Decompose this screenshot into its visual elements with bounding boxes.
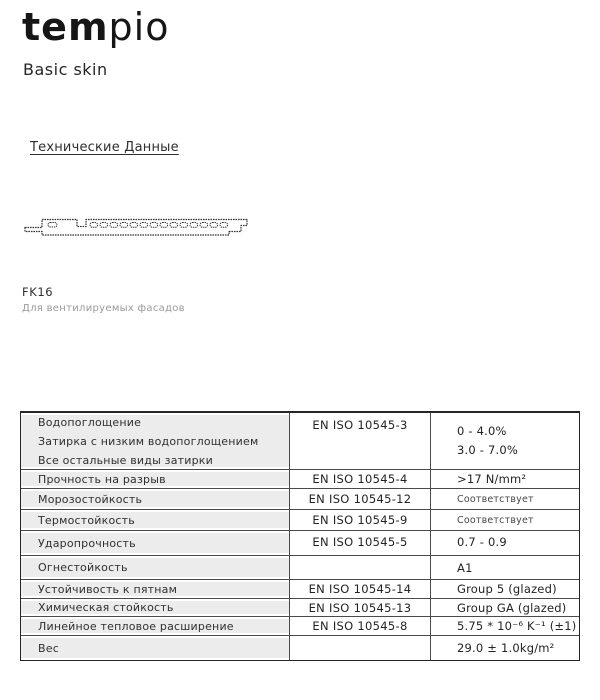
property-label: Химическая стойкость <box>21 601 289 614</box>
table-row-tensile-strength <box>21 470 579 489</box>
brand-logo-light: pio <box>108 5 170 49</box>
panel-profile-cross-section-icon <box>22 216 250 240</box>
technical-data-table <box>20 411 580 661</box>
table-row-chemical-resistance <box>21 599 579 617</box>
value-cell: 0.7 - 0.9 <box>457 535 507 549</box>
table-row-impact-resistance <box>21 531 579 556</box>
table-row-frost-resistance <box>21 489 579 510</box>
property-label: Водопоглощение <box>38 415 142 429</box>
product-description: Для вентилируемых фасадов <box>22 303 185 314</box>
technical-data-heading[interactable]: Технические Данные <box>30 140 179 155</box>
value-cell: 5.75 * 10⁻⁶ K⁻¹ (±1) <box>457 619 577 633</box>
standard-cell: EN ISO 10545-14 <box>289 580 431 598</box>
value-cell: 29.0 ± 1.0kg/m² <box>457 641 555 655</box>
standard-cell: EN ISO 10545-3 <box>289 413 431 469</box>
property-label: Линейное тепловое расширение <box>21 619 289 633</box>
value-cell: Group 5 (glazed) <box>457 582 557 596</box>
property-label: Морозостойкость <box>21 491 289 507</box>
table-row-thermal-shock-resistance <box>21 510 579 531</box>
standard-cell <box>289 636 431 660</box>
property-label: Огнестойкость <box>21 558 289 577</box>
standard-cell: EN ISO 10545-4 <box>289 470 431 488</box>
table-row-linear-thermal-expansion <box>21 617 579 636</box>
property-label-group <box>21 415 289 467</box>
property-label: Устойчивость к пятнам <box>21 582 289 596</box>
property-sublabel: Все остальные виды затирки <box>38 453 213 467</box>
property-label: Прочность на разрыв <box>21 472 289 486</box>
table-row-stain-resistance <box>21 580 579 599</box>
standard-cell: EN ISO 10545-12 <box>289 489 431 509</box>
property-sublabel: Затирка с низким водопоглощением <box>38 434 259 448</box>
standard-cell: EN ISO 10545-8 <box>289 617 431 635</box>
property-label: Ударопрочность <box>21 533 289 553</box>
standard-cell: EN ISO 10545-5 <box>289 531 431 555</box>
value-cell <box>431 413 579 469</box>
standard-cell: EN ISO 10545-9 <box>289 510 431 530</box>
table-row-weight <box>21 636 579 660</box>
standard-cell <box>289 556 431 579</box>
product-line-subtitle: Basic skin <box>23 60 108 79</box>
table-row-water-absorption <box>21 413 579 470</box>
value-cell: Соответствует <box>457 514 534 526</box>
property-label: Термостойкость <box>21 512 289 528</box>
value-cell: >17 N/mm² <box>457 472 527 486</box>
brand-logo-bold: tem <box>22 5 109 49</box>
value-cell: A1 <box>457 560 473 575</box>
value-line: 3.0 - 7.0% <box>457 443 518 457</box>
value-cell: Group GA (glazed) <box>457 600 567 615</box>
brand-logo <box>22 6 169 50</box>
value-line: 0 - 4.0% <box>457 424 507 438</box>
property-label: Вес <box>21 638 289 658</box>
value-cell: Соответствует <box>457 493 534 505</box>
standard-cell: EN ISO 10545-13 <box>289 599 431 616</box>
product-code: FK16 <box>22 285 54 299</box>
table-row-fire-resistance <box>21 556 579 580</box>
